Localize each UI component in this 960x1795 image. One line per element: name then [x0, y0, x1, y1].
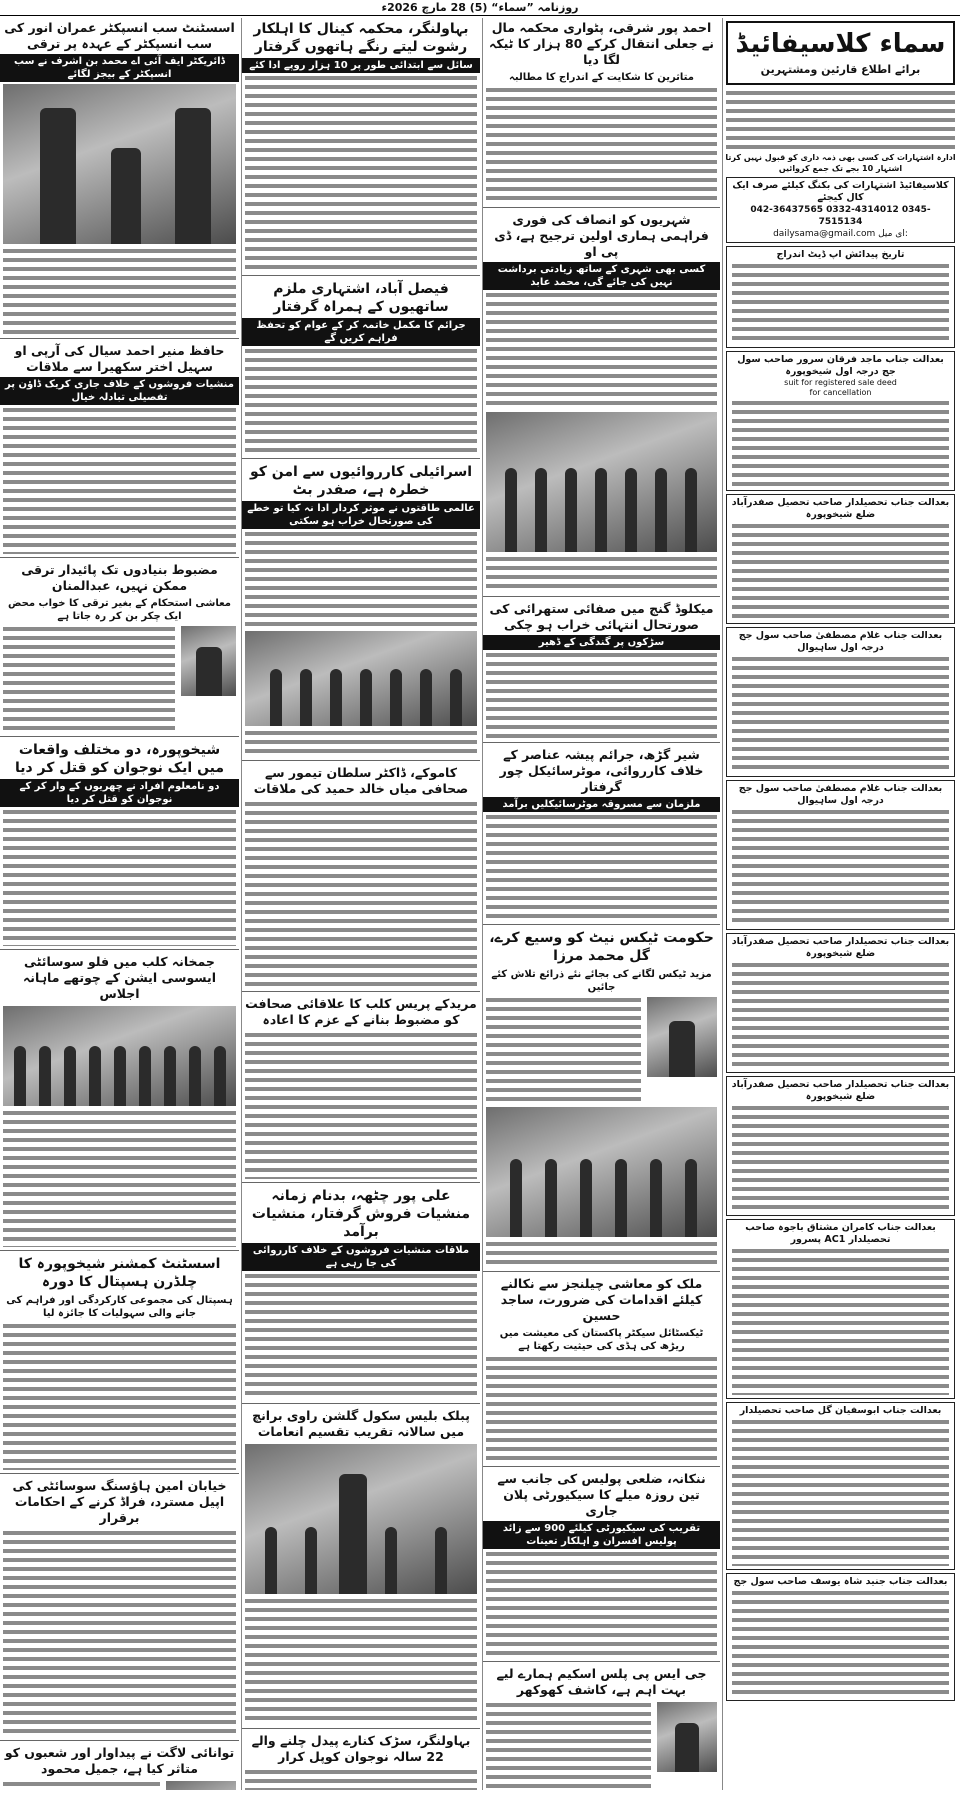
headline[interactable]: حافظ منیر احمد سیال کی آرپی او سہیل اختر سکھیرا سے ملاقات — [14, 343, 225, 374]
divider — [0, 1740, 239, 1741]
headline[interactable]: اسسٹنٹ کمشنر شیخوپورہ کا چلڈرن ہسپتال کا دورہ — [18, 1256, 221, 1290]
classified-ad — [726, 1402, 955, 1570]
subheadline: معاشی استحکام کے بغیر ترقی کا خواب محض ایک چکر بن کر رہ جاتا ہے — [8, 598, 231, 622]
ad-body — [729, 261, 952, 345]
divider — [0, 1473, 239, 1474]
ad-title: بعدالت جناب جنید شاہ یوسف صاحب سول جج — [733, 1576, 948, 1587]
divider — [242, 275, 480, 276]
divider — [483, 596, 720, 597]
classifieds-notice — [723, 88, 958, 152]
subheadline: متاثرین کا شکایت کے اندراج کا مطالبہ — [509, 72, 694, 83]
subheadline: دو نامعلوم افراد نے چھریوں کے وار کر کے نوجوان کو قتل کر دیا — [0, 779, 239, 807]
photo-caption — [483, 554, 720, 594]
headline[interactable]: بہاولنگر، محکمہ کینال کا اہلکار رشوت لیتے رنگے ہاتھوں گرفتار — [253, 21, 469, 55]
news-photo — [3, 1006, 236, 1106]
headline[interactable]: جی ایس پی پلس اسکیم ہمارے لیے بہت اہم ہے، کاشف کھوکھر — [496, 1666, 707, 1697]
story-with-portrait — [0, 624, 239, 734]
story-body — [242, 799, 480, 989]
subheadline: ملزمان سے مسروقہ موٹرسائیکلیں برآمد — [483, 797, 720, 812]
news-photo — [486, 412, 717, 552]
headline[interactable]: علی پور چٹھہ، بدنام زمانہ منشیات فروش گرفتار، منشیات برآمد — [251, 1188, 471, 1240]
headline[interactable]: مضبوط بنیادوں تک پائیدار ترقی ممکن نہیں، عبدالمنان — [21, 562, 218, 593]
notice-line-1: ادارہ اشتہارات کی کسی بھی ذمہ داری کو قبول نہیں کرتا — [725, 153, 956, 162]
headline[interactable]: خیابان امین ہاؤسنگ سوسائٹی کی اپیل مسترد، فراڈ کرنے کے احکامات برقرار — [12, 1478, 227, 1525]
subheadline: ملاقات منشیات فروشوں کے خلاف کارروائی کی جا رہی ہے — [242, 1243, 480, 1271]
ad-english-line: suit for registered sale deed — [784, 378, 897, 387]
booking-phones[interactable]: 042-36437565 0332-4314012 0345-7515134 — [750, 205, 931, 227]
classifieds-subtitle: برائے اطلاع قارئین ومشتہرین — [760, 63, 921, 76]
headline[interactable]: جمخانہ کلب میں فلو سوسائٹی ایسوسی ایشن کے چوتھے ماہانہ اجلاس — [22, 954, 216, 1001]
story-body — [483, 1354, 720, 1464]
story-body — [242, 346, 480, 456]
headline[interactable]: شہریوں کو انصاف کی فوری فراہمی ہماری اولین ترجیح ہے، ڈی پی او — [494, 212, 709, 259]
ad-body — [729, 521, 952, 621]
headline[interactable]: احمد پور شرقی، پٹواری محکمہ مال نے جعلی انتقال کرکے 80 ہزار کا ٹیکہ لگا دیا — [489, 20, 714, 67]
divider — [483, 742, 720, 743]
divider — [242, 1728, 480, 1729]
headline[interactable]: اسرائیلی کارروائیوں سے امن کو خطرہ ہے، صفدر بٹ — [249, 464, 473, 498]
subheadline: تقریب کی سیکیورٹی کیلئے 900 سے زائد پولیس افسران و اہلکار تعینات — [483, 1521, 720, 1549]
headline[interactable]: پبلک بلیس سکول گلشن راوی برانچ میں سالانہ تقریب تقسیم انعامات — [252, 1408, 470, 1439]
portrait-photo — [181, 626, 236, 696]
story-body — [242, 1596, 480, 1726]
ad-title: تاریخ پیدائش اپ ڈیٹ اندراج — [776, 249, 905, 260]
ad-body — [729, 398, 952, 488]
divider — [483, 207, 720, 208]
portrait-photo — [657, 1702, 717, 1772]
story-body — [0, 1528, 239, 1738]
ad-title: بعدالت جناب ماجد فرقان سرور صاحب سول جج درجہ اول شیخوپورہ — [737, 354, 944, 377]
subheadline: عالمی طاقتوں نے موثر کردار ادا نہ کیا تو خطے کی صورتحال خراب ہو سکتی — [242, 501, 480, 529]
story-body — [242, 529, 480, 629]
email-label: ای میل: — [878, 229, 908, 239]
headline[interactable]: شیر گڑھ، جرائم پیشہ عناصر کے خلاف کارروائی، موٹرسائیکل چور گرفتار — [499, 747, 704, 794]
subheadline: جرائم کا مکمل خاتمہ کر کے عوام کو تحفظ فراہم کریں گے — [242, 318, 480, 346]
headline[interactable]: فیصل آباد، اشتہاری ملزم ساتھیوں کے ہمراہ گرفتار — [273, 281, 449, 315]
subheadline: ٹیکسٹائل سیکٹر پاکستان کی معیشت میں ریڑھ کی ہڈی کی حیثیت رکھتا ہے — [499, 1328, 704, 1352]
booking-label: کلاسیفائیڈ اشتہارات کی بکنگ کیلئے صرف ایک کال کیجئے — [732, 180, 949, 203]
divider — [0, 949, 239, 950]
news-photo — [3, 84, 236, 244]
ad-body — [729, 807, 952, 927]
divider — [242, 991, 480, 992]
story-body — [483, 290, 720, 410]
story-body — [242, 1030, 480, 1180]
news-photo — [245, 1444, 477, 1594]
story-body — [242, 73, 480, 273]
ad-body — [729, 1588, 952, 1698]
ad-title: بعدالت جناب غلام مصطفیٰ صاحب سول جج درجہ اول ساہیوال — [738, 630, 943, 653]
news-column-2 — [482, 18, 720, 1790]
subheadline: ڈائریکٹر ایف آئی اے محمد بن اشرف نے سب انسپکٹر کے بیجز لگائے — [0, 54, 239, 82]
story-body — [0, 1779, 163, 1790]
booking-box — [726, 177, 955, 243]
subheadline: ہسپتال کی مجموعی کارکردگی اور فراہم کی جانے والی سہولیات کا جائزہ لیا — [6, 1295, 233, 1319]
divider — [0, 736, 239, 737]
news-column-4 — [0, 18, 239, 1790]
classified-ad — [726, 1219, 955, 1399]
subheadline: کسی بھی شہری کے ساتھ زیادتی برداشت نہیں کی جائے گی، محمد عابد — [483, 262, 720, 290]
headline[interactable]: شیخوپورہ، دو مختلف واقعات میں ایک نوجوان کو قتل کر دیا — [14, 742, 225, 776]
classifieds-header — [726, 21, 955, 85]
divider — [483, 1661, 720, 1662]
ad-title: بعدالت جناب تحصیلدار صاحب تحصیل صفدرآباد ضلع شیخوپورہ — [731, 1079, 950, 1102]
news-photo — [486, 1107, 717, 1237]
ad-body — [729, 960, 952, 1070]
divider — [483, 924, 720, 925]
masthead: روزنامہ ”سماء“ (5) 28 مارچ 2026ء — [0, 0, 960, 16]
ad-body — [729, 1103, 952, 1213]
story-body — [242, 1767, 480, 1790]
ad-title: بعدالت جناب ابوسفیان گل صاحب تحصیلدار — [739, 1405, 942, 1416]
headline[interactable]: توانائی لاگت نے پیداوار اور شعبوں کو متاثر کیا ہے، جمیل محمود — [4, 1745, 235, 1776]
classified-ad — [726, 494, 955, 624]
classified-ad — [726, 1076, 955, 1216]
story-body — [483, 1549, 720, 1659]
story-body — [0, 1321, 239, 1471]
portrait-photo — [166, 1781, 236, 1790]
ad-title: بعدالت جناب غلام مصطفیٰ صاحب سول جج درجہ اول ساہیوال — [738, 783, 943, 806]
headline[interactable]: حکومت ٹیکس نیٹ کو وسیع کرے، گل محمد مرزا — [489, 930, 714, 964]
story-body — [0, 246, 239, 336]
classified-ad — [726, 351, 955, 491]
booking-email[interactable] — [729, 228, 952, 240]
classified-ad — [726, 1573, 955, 1701]
divider — [483, 1271, 720, 1272]
ad-title: بعدالت جناب کامران مشتاق باجوہ صاحب تحصیلدار AC1 پسرور — [745, 1222, 936, 1245]
story-with-portrait — [0, 1779, 239, 1790]
ad-english-line: for cancellation — [809, 388, 872, 397]
divider — [242, 458, 480, 459]
headline[interactable]: مریدکے پریس کلب کا علاقائی صحافت کو مضبوط بنانے کے عزم کا اعادہ — [245, 996, 477, 1027]
divider — [242, 1182, 480, 1183]
email-address[interactable]: dailysama@gmail.com — [773, 229, 876, 239]
headline[interactable]: کاموکے، ڈاکٹر سلطان تیمور سے صحافی میاں خالد حمید کی ملاقات — [253, 765, 469, 796]
story-body — [0, 405, 239, 555]
story-body — [483, 650, 720, 740]
news-column-3 — [241, 18, 480, 1790]
divider — [242, 1403, 480, 1404]
ad-title: بعدالت جناب تحصیلدار صاحب تحصیل صفدرآباد ضلع شیخوپورہ — [731, 936, 950, 959]
classifieds-column — [722, 18, 958, 1790]
story-body — [483, 1700, 654, 1790]
classified-ad — [726, 933, 955, 1073]
headline[interactable]: بہاولنگر، سڑک کنارے پیدل چلنے والے 22 سالہ نوجوان کوپل کرار — [251, 1733, 471, 1764]
story-body — [483, 85, 720, 205]
headline[interactable]: ننکانہ، ضلعی پولیس کی جانب سے تین روزہ میلے کا سیکیورٹی پلان جاری — [497, 1471, 706, 1518]
subheadline: مزید ٹیکس لگانے کی بجائے نئے ذرائع تلاش کئے جائیں — [491, 969, 712, 993]
photo-caption — [483, 1239, 720, 1269]
notice-line-2: اشتہار 10 بجے تک جمع کروائیں — [778, 164, 903, 173]
classified-ad — [726, 627, 955, 777]
divider — [0, 338, 239, 339]
portrait-photo — [647, 997, 717, 1077]
subheadline: سائل سے ابتدائی طور پر 10 ہزار روپے ادا کئے — [242, 58, 480, 73]
headline[interactable]: میکلوڈ گنج میں صفائی ستھرائی کی صورتحال انتہائی خراب ہو چکی — [489, 601, 714, 632]
headline[interactable]: اسسٹنٹ سب انسپکٹر عمران انور کی سب انسپکٹر کے عہدہ پر ترقی — [4, 20, 235, 51]
classified-ad — [726, 780, 955, 930]
photo-caption — [242, 728, 480, 758]
ad-body — [729, 1417, 952, 1567]
subheadline: سڑکوں پر گندگی کے ڈھیر — [483, 635, 720, 650]
subheadline: منشیات فروشوں کے خلاف جاری کریک ڈاؤن پر تفصیلی تبادلہ خیال — [0, 377, 239, 405]
story-body — [0, 807, 239, 947]
divider — [0, 1250, 239, 1251]
story-body — [483, 995, 644, 1105]
divider — [242, 760, 480, 761]
classifieds-title: سماء کلاسیفائیڈ — [735, 29, 946, 59]
ad-body — [729, 654, 952, 774]
story-body — [0, 624, 178, 734]
divider — [0, 557, 239, 558]
divider — [483, 1466, 720, 1467]
story-with-portrait — [483, 1700, 720, 1790]
story-body — [242, 1271, 480, 1401]
story-with-portrait — [483, 995, 720, 1105]
ad-title: بعدالت جناب تحصیلدار صاحب تحصیل صفدرآباد ضلع شیخوپورہ — [731, 497, 950, 520]
story-body — [483, 812, 720, 922]
headline[interactable]: ملک کو معاشی چیلنجز سے نکالنے کیلئے اقدامات کی ضرورت، ساجد حسین — [500, 1276, 703, 1323]
classified-ad — [726, 246, 955, 348]
story-body — [0, 1108, 239, 1248]
news-photo — [245, 631, 477, 726]
ad-body — [729, 1246, 952, 1396]
